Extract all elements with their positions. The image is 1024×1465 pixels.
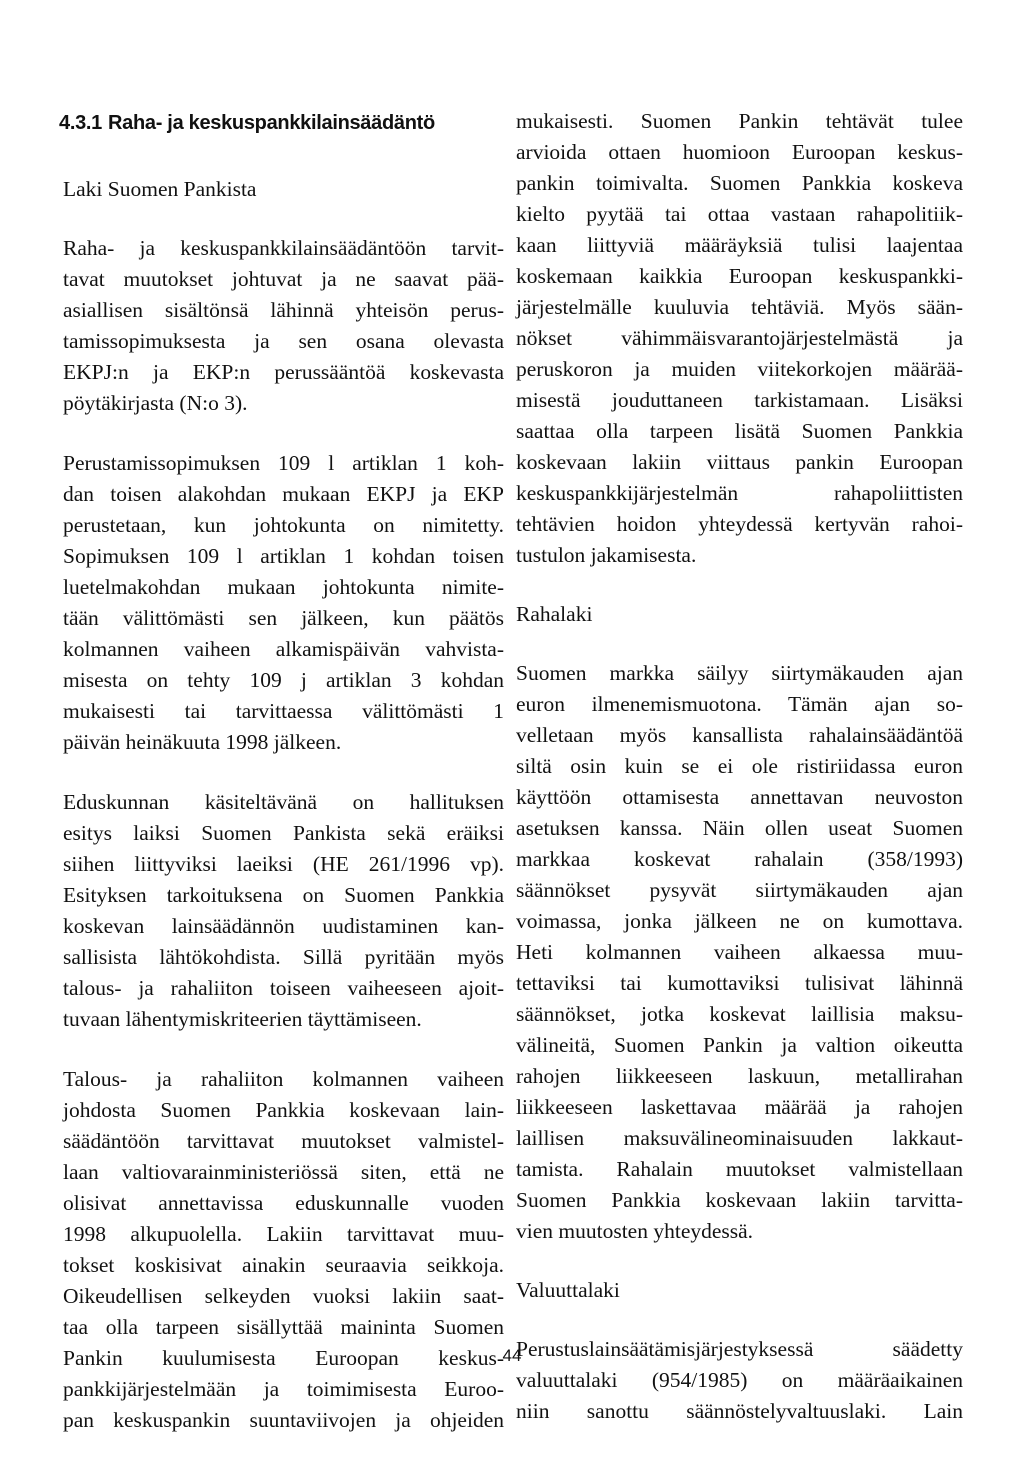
text-line: asetuksen kanssa. Näin ollen useat Suomen bbox=[516, 816, 963, 840]
paragraph bbox=[63, 233, 504, 419]
text-line: tuvaan lähentymiskriteerien täyttämiseen. bbox=[63, 1007, 422, 1031]
text-line: järjestelmälle kuuluvia tehtäviä. Myös sään- bbox=[516, 295, 963, 319]
text-line: perustetaan, kun johtokunta on nimitetty. bbox=[63, 513, 504, 537]
text-line: asiallisen sisältönsä lähinnä yhteisön perus- bbox=[63, 298, 504, 322]
text-line: vien muutosten yhteydessä. bbox=[516, 1219, 754, 1243]
paragraph bbox=[63, 448, 504, 758]
text-line: markkaa koskevat rahalain (358/1993) bbox=[516, 847, 963, 871]
text-line: rahojen liikkeeseen laskuun, metallirahan bbox=[516, 1064, 963, 1088]
text-line: laan valtiovarainministeriössä siten, että ne bbox=[63, 1160, 504, 1184]
text-line: säännökset, jotka koskevat laillisia maksu- bbox=[516, 1002, 963, 1026]
text-line: sallisista lähtökohdista. Sillä pyritään myös bbox=[63, 945, 504, 969]
text-line: pan keskuspankin suuntaviivojen ja ohjeiden bbox=[63, 1408, 504, 1432]
text-line: Suomen Pankkia koskevaan lakiin tarvitta- bbox=[516, 1188, 963, 1212]
text-line: johdosta Suomen Pankkia koskevaan lain- bbox=[63, 1098, 504, 1122]
text-line: tään välittömästi sen jälkeen, kun päätös bbox=[63, 606, 504, 630]
text-line: liikkeeseen laskettavaa määrää ja rahojen bbox=[516, 1095, 963, 1119]
text-line: keskuspankkijärjestelmän rahapoliittisten bbox=[516, 481, 963, 505]
text-line: velletaan myös kansallista rahalainsäädäntöä bbox=[516, 723, 963, 747]
text-line: kolmannen vaiheen alkamispäivän vahvista- bbox=[63, 637, 504, 661]
section-number: 4.3.1 bbox=[59, 112, 102, 134]
text-line: siltä osin kuin se ei ole ristiriidassa euron bbox=[516, 754, 963, 778]
text-line: Talous- ja rahaliiton kolmannen vaiheen bbox=[63, 1067, 504, 1091]
text-line: mukaisesti tai tarvittaessa välittömästi 1 bbox=[63, 699, 504, 723]
text-line: laillisen maksuvälineominaisuuden lakkaut- bbox=[516, 1126, 963, 1150]
text-line: säädäntöön tarvittavat muutokset valmistel- bbox=[63, 1129, 504, 1153]
text-line: tamissopimuksesta ja sen osana olevasta bbox=[63, 329, 504, 353]
text-line: misestä jouduttaneen tarkistamaan. Lisäksi bbox=[516, 388, 963, 412]
text-line: tustulon jakamisesta. bbox=[516, 543, 697, 567]
text-line: niin sanottu säännöstelyvaltuuslaki. Lain bbox=[516, 1399, 963, 1423]
paragraph bbox=[516, 658, 963, 1247]
text-line: mukaisesti. Suomen Pankin tehtävät tulee bbox=[516, 109, 963, 133]
text-line: Raha- ja keskuspankkilainsäädäntöön tarvit- bbox=[63, 236, 504, 260]
text-line: tettaviksi tai kumottaviksi tulisivat lähinnä bbox=[516, 971, 963, 995]
text-line: kaan liittyviä määräyksiä tulisi laajentaa bbox=[516, 233, 963, 257]
text-line: 1998 alkupuolella. Lakiin tarvittavat muu- bbox=[63, 1222, 504, 1246]
text-line: arvioida ottaen huomioon Euroopan keskus- bbox=[516, 140, 963, 164]
text-line: kielto pyytää tai ottaa vastaan rahapolitiik- bbox=[516, 202, 963, 226]
text-line: tavat muutokset johtuvat ja ne saavat pää- bbox=[63, 267, 504, 291]
text-line: koskevan lainsäädännön uudistaminen kan- bbox=[63, 914, 504, 938]
text-line: käyttöön ottamisesta annettavan neuvoston bbox=[516, 785, 963, 809]
text-line: Eduskunnan käsiteltävänä on hallituksen bbox=[63, 790, 504, 814]
paragraph bbox=[516, 106, 963, 571]
text-line: Suomen markka säilyy siirtymäkauden ajan bbox=[516, 661, 963, 685]
text-line: Perustuslainsäätämisjärjestyksessä säädetty bbox=[516, 1337, 963, 1361]
text-line: olisivat annettavissa eduskunnalle vuoden bbox=[63, 1191, 504, 1215]
text-line: tamista. Rahalain muutokset valmistellaan bbox=[516, 1157, 963, 1181]
text-line: koskevaan lakiin viittaus pankin Euroopan bbox=[516, 450, 963, 474]
section-title bbox=[59, 108, 504, 139]
text-line: välineitä, Suomen Pankin ja valtion oikeutta bbox=[516, 1033, 963, 1057]
text-line: talous- ja rahaliiton toiseen vaiheeseen ajoit- bbox=[63, 976, 504, 1000]
text-line: luetelmakohdan mukaan johtokunta nimite- bbox=[63, 575, 504, 599]
text-line: esitys laiksi Suomen Pankista sekä eräiksi bbox=[63, 821, 504, 845]
text-line: Esityksen tarkoituksena on Suomen Pankkia bbox=[63, 883, 504, 907]
text-line: pöytäkirjasta (N:o 3). bbox=[63, 391, 248, 415]
text-line: taa olla tarpeen sisällyttää maininta Suomen bbox=[63, 1315, 504, 1339]
subheading-valuuttalaki: Valuuttalaki bbox=[516, 1278, 620, 1302]
text-line: voimassa, jonka jälkeen ne on kumottava. bbox=[516, 909, 963, 933]
text-line: peruskoron ja muiden viitekorkojen määrää- bbox=[516, 357, 963, 381]
text-line: dan toisen alakohdan mukaan EKPJ ja EKP bbox=[63, 482, 504, 506]
paragraph bbox=[63, 787, 504, 1035]
right-column bbox=[516, 106, 963, 1455]
text-line: pankin toimivalta. Suomen Pankkia koskeva bbox=[516, 171, 963, 195]
text-line: tehtävien hoidon yhteydessä kertyvän rahoi- bbox=[516, 512, 963, 536]
text-line: pankkijärjestelmään ja toimimisesta Euroo- bbox=[63, 1377, 504, 1401]
text-line: siihen liittyviksi laeiksi (HE 261/1996 vp). bbox=[63, 852, 504, 876]
text-line: saattaa olla tarpeen lisätä Suomen Pankkia bbox=[516, 419, 963, 443]
text-line: Heti kolmannen vaiheen alkaessa muu- bbox=[516, 940, 963, 964]
text-line: euron ilmenemismuotona. Tämän ajan so- bbox=[516, 692, 963, 716]
subheading-laki-suomen-pankista: Laki Suomen Pankista bbox=[63, 177, 257, 201]
text-line: Pankin kuulumisesta Euroopan keskus- bbox=[63, 1346, 504, 1370]
text-line: päivän heinäkuuta 1998 jälkeen. bbox=[63, 730, 342, 754]
text-line: tokset koskisivat ainakin seuraavia seikkoja. bbox=[63, 1253, 504, 1277]
subheading-rahalaki: Rahalaki bbox=[516, 602, 593, 626]
text-line: EKPJ:n ja EKP:n perussääntöä koskevasta bbox=[63, 360, 504, 384]
text-line: koskemaan kaikkia Euroopan keskuspankki- bbox=[516, 264, 963, 288]
section-title-text: Raha- ja keskuspankkilainsäädäntö bbox=[107, 112, 435, 134]
text-line: misesta on tehty 109 j artiklan 3 kohdan bbox=[63, 668, 504, 692]
text-line: nökset vähimmäisvarantojärjestelmästä ja bbox=[516, 326, 963, 350]
text-line: Perustamissopimuksen 109 l artiklan 1 koh- bbox=[63, 451, 504, 475]
text-line: valuuttalaki (954/1985) on määräaikainen bbox=[516, 1368, 963, 1392]
paragraph bbox=[63, 1064, 504, 1436]
text-line: Oikeudellisen selkeyden vuoksi lakiin saat- bbox=[63, 1284, 504, 1308]
left-column bbox=[59, 106, 504, 1465]
page-number: 44 bbox=[502, 1346, 522, 1365]
text-line: Sopimuksen 109 l artiklan 1 kohdan toisen bbox=[63, 544, 504, 568]
text-line: säännökset pysyvät siirtymäkauden ajan bbox=[516, 878, 963, 902]
